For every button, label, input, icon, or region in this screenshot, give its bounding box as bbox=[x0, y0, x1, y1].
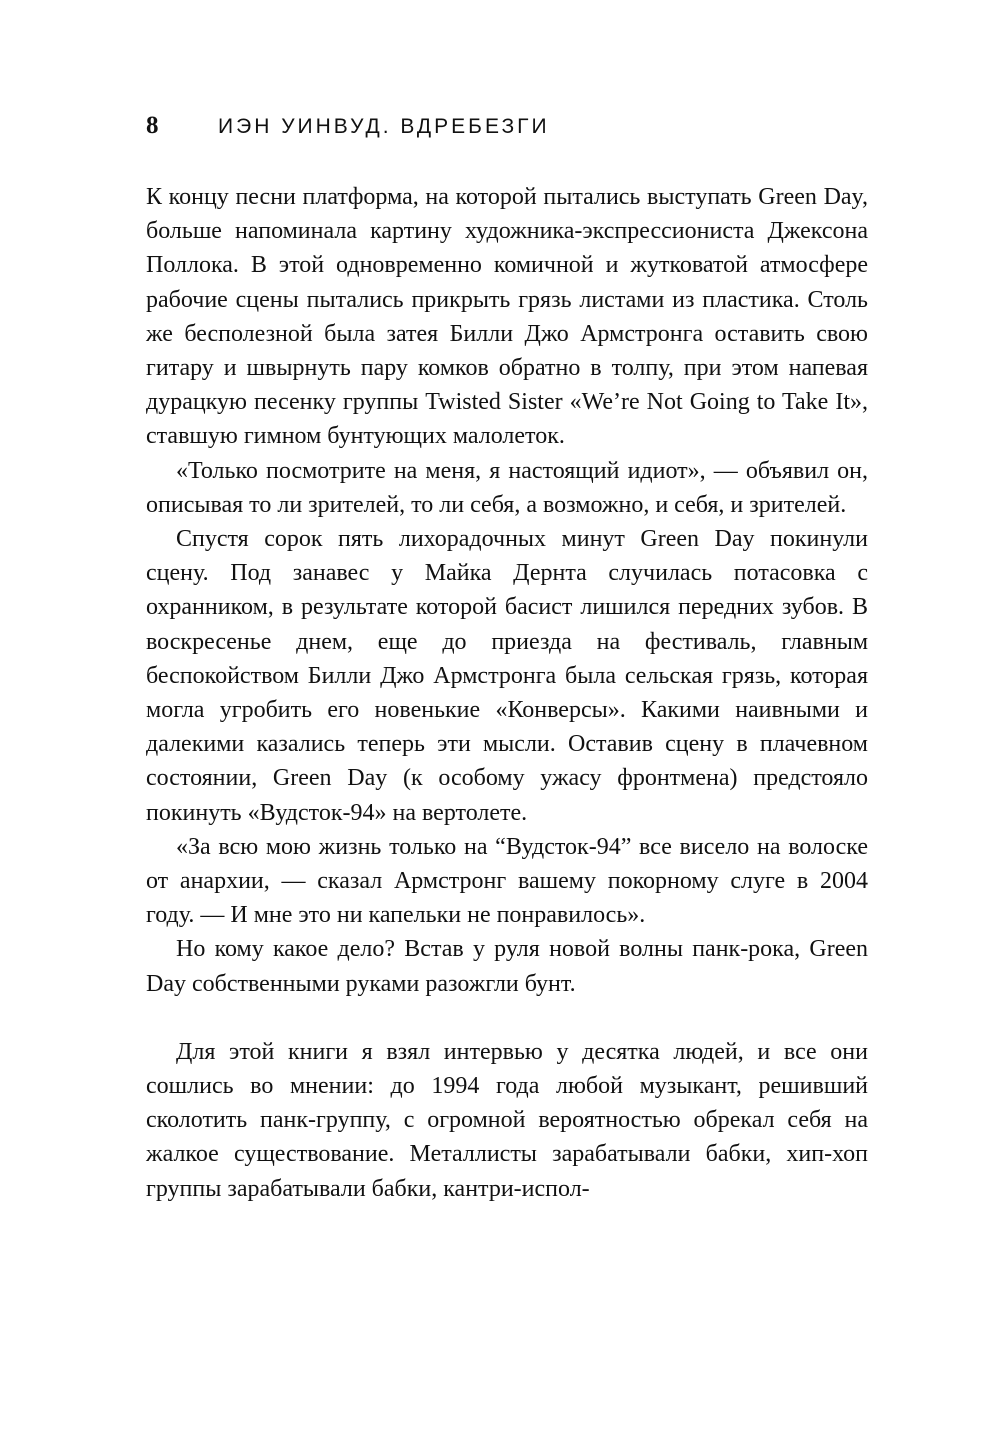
paragraph: Для этой книги я взял интервью у десятка людей, и все они сошлись во мнении: до 1994 года любой музыкант, решивший сколотить панк-группу, с огромной вероятностью обрекал себя на жалкое существование. Металлисты зарабатывали бабки, хип-хоп группы зарабатывали бабки, кантри-испол- bbox=[146, 1038, 868, 1202]
book-title: ИЭН УИНВУД. ВДРЕБЕЗГИ bbox=[218, 115, 550, 138]
paragraph: «Только посмотрите на меня, я настоящий идиот», — объявил он, описывая то ли зрителей, то ли себя, а возможно, и себя, и зрителей. bbox=[146, 457, 868, 518]
paragraph: Спустя сорок пять лихорадочных минут Green Day покинули сцену. Под занавес у Майка Дернта случилась потасовка с охранником, в результате которой басист лишился передних зубов. В воскресенье днем, еще до приезда на фестиваль, главным беспокойством Билли Джо Армстронга была сельская грязь, которая могла угробить его новенькие «Конверсы». Какими наивными и далекими казались теперь эти мысли. Оставив сцену в плачевном состоянии, Green Day (к особому ужасу фронтмена) предстояло покинуть «Вудсток-94» на вертолете. bbox=[146, 526, 868, 826]
page-number: 8 bbox=[146, 112, 159, 139]
body-text bbox=[146, 180, 868, 1206]
paragraph: Но кому какое дело? Встав у руля новой волны панк-рока, Green Day собственными руками разожгли бунт. bbox=[146, 936, 868, 997]
running-header bbox=[146, 112, 866, 148]
paragraph: «За всю мою жизнь только на “Вудсток-94” все висело на волоске от анархии, — сказал Армстронг вашему покорному слуге в 2004 году. — И мне это ни капельки не понравилось». bbox=[146, 833, 868, 929]
paragraph: К концу песни платформа, на которой пытались выступать Green Day, больше напоминала картину художника-экспрессиониста Джексона Поллока. В этой одновременно комичной и жутковатой атмосфере рабочие сцены пытались прикрыть грязь листами из пластика. Столь же бесполезной была затея Билли Джо Армстронга оставить свою гитару и швырнуть пару комков обратно в толпу, при этом напевая дурацкую песенку группы Twisted Sister «We’re Not Going to Take It», ставшую гимном бунтующих малолеток. bbox=[146, 184, 868, 450]
